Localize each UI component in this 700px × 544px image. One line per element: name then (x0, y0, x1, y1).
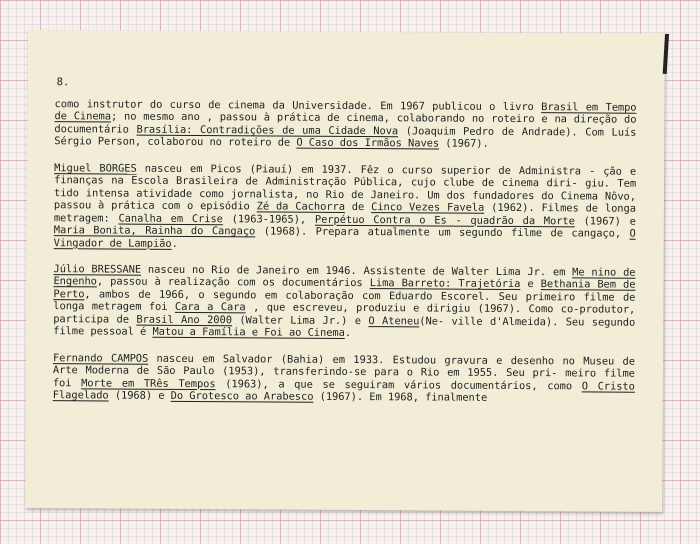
underlined-title: Brasília: Contradições de uma Cidade Nova (136, 123, 399, 138)
text-run: nasceu no Rio de Janeiro em 1946. Assistente de Walter Lima Jr. em (141, 263, 573, 279)
underlined-title: O Caso dos Irmãos Naves (296, 137, 440, 150)
text-run: (Joaquim Pedro de Andrade). Com Luís Sérgio Person, colaborou no roteiro de (54, 125, 637, 150)
text-run: (Ne- ville d'Almeida). Seu segundo filme pessoal é (53, 315, 636, 339)
underlined-title: Morte em TRês Tempos (81, 376, 216, 390)
text-run: ; no mesmo ano , passou à prática de cinema, colaborando no roteiro e na direção do documentário (54, 110, 637, 136)
text-run: (1967). Em 1968, finalmente (313, 390, 488, 404)
underlined-title: Zé da Cachorra (256, 200, 345, 214)
paragraph (54, 98, 636, 151)
text-run: (1963-1965), (222, 212, 315, 226)
text-run: (1963), a que se seguiram vários documentários, como (215, 377, 582, 392)
paragraph (53, 352, 635, 405)
underlined-title: Bethania Bem de Perto (53, 278, 636, 301)
text-run: , ambos de 1966, o segundo em colaboração com Eduardo Escorel. Seu primeiro filme de longa metragem foi (53, 288, 636, 314)
underlined-title: Maria Bonita, Rainha do Cangaço (53, 224, 256, 238)
underlined-title: Fernando CAMPOS (52, 351, 149, 365)
text-run: de (344, 201, 372, 214)
text-run: (1968). Prepara atualmente um segundo filme de cangaço, (255, 225, 630, 240)
document-page (25, 30, 665, 512)
text-run: (1967). (439, 137, 489, 151)
paragraph (54, 162, 637, 253)
underlined-title: Cinco Vezes Favela (371, 201, 485, 214)
text-run: . (171, 237, 178, 250)
underlined-title: Matou a Família e Foi ao Cinema (152, 326, 345, 340)
text-run: nasceu em Salvador (Bahia) em 1933. Estudou gravura e desenho no Museu de Arte Moderna de São Paulo (1953), transferindo-se para o Rio em 1955. Seu pri- meiro filme foi (52, 352, 636, 389)
underlined-title: Júlio BRESSANE (53, 263, 142, 276)
underlined-title: O Ateneu (368, 314, 420, 328)
underlined-title: Perpétuo Contra o Es - quadrão da Morte (314, 213, 575, 227)
text-run: e (520, 278, 541, 291)
underlined-title: Miguel BORGES (54, 161, 137, 175)
underlined-title: O Vingador de Lampião (53, 227, 636, 250)
text-run: como instrutor do curso de cinema da Universidade. Em 1967 publicou o livro (54, 98, 542, 114)
paragraph (53, 263, 635, 341)
underlined-title: Canalha em Crise (118, 212, 223, 225)
text-run: (1967) e (574, 214, 636, 228)
text-run: nasceu em Picos (Piauí) em 1937. Fêz o curso superior de Administra - ção e finanças na Escola Brasileira de Administração Pública, cujo clube de cinema diri- giu. Tem tido intensa atividade como jornalista, no Rio de Janeiro. Um dos fundadores do Cinema Nôvo, passou à prática com o episódio (53, 162, 637, 213)
underlined-title: Brasil Ano 2000 (136, 313, 232, 327)
underlined-title: Lima Barreto: Trajetória (369, 277, 521, 291)
text-run: (Walter Lima Jr.) e (231, 314, 369, 327)
underlined-title: Brasil em Tempo de Cinema (54, 101, 637, 123)
page-edge-shadow (663, 34, 669, 74)
underlined-title: Cara a Cara (174, 301, 246, 314)
page-number: 8. (56, 76, 70, 89)
text-run: . (344, 327, 352, 340)
document-body (53, 98, 637, 419)
text-run: (1962). Filmes de longa metragem: (53, 201, 636, 225)
underlined-title: O Cristo Flagelado (52, 379, 635, 402)
text-run: (1968) e (108, 389, 171, 402)
underlined-title: Do Grotesco ao Arabesco (170, 389, 314, 403)
underlined-title: Me nino de Engenho (53, 266, 636, 288)
text-run: , passou à realização com os documentários (96, 275, 370, 290)
text-run: , que escreveu, produziu e dirigiu (1967). Como co-produtor, participa de (53, 301, 636, 326)
